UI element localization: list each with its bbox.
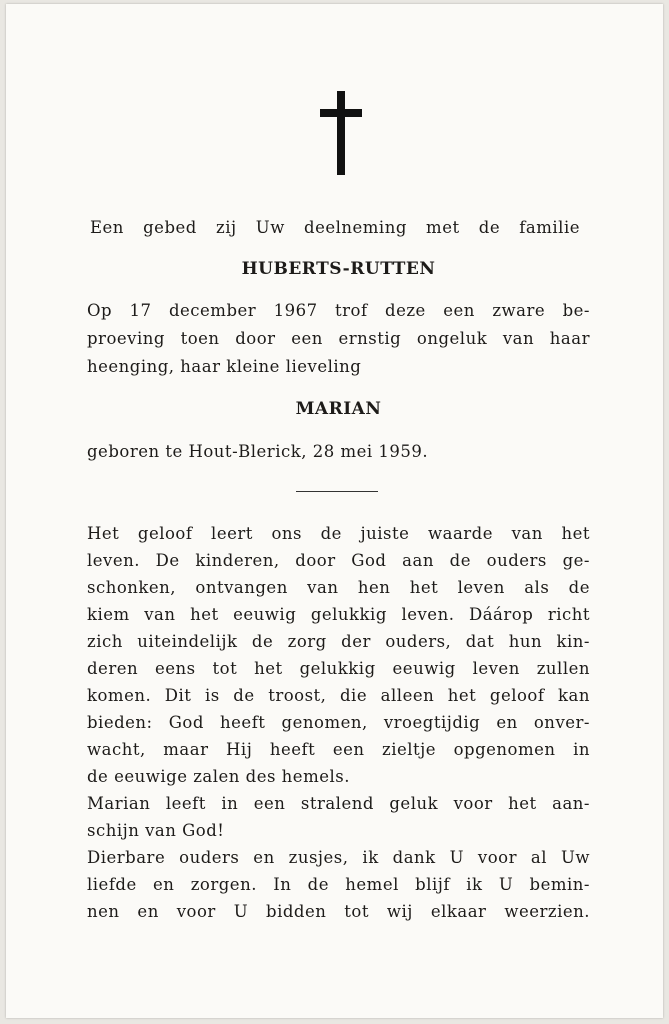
body-line: Dierbare ouders en zusjes, ik dank U voor al Uw xyxy=(87,848,590,867)
deceased-name: MARIAN xyxy=(295,399,382,419)
body-line: de eeuwige zalen des hemels. xyxy=(87,767,350,786)
family-name: HUBERTS-RUTTEN xyxy=(241,259,436,279)
body-line: schonken, ontvangen van hen het leven als de xyxy=(87,578,590,597)
body-line: Het geloof leert ons de juiste waarde van het xyxy=(87,524,590,543)
divider xyxy=(296,491,378,492)
announcement-line: Op 17 december 1967 trof deze een zware be- xyxy=(87,301,590,320)
body-line: wacht, maar Hij heeft een zieltje opgenomen in xyxy=(87,740,590,759)
body-line: zich uiteindelijk de zorg der ouders, dat hun kin- xyxy=(87,632,590,651)
body-line: deren eens tot het gelukkig eeuwig leven zullen xyxy=(87,659,590,678)
cross-icon xyxy=(320,91,362,175)
memorial-card xyxy=(6,4,663,1018)
body-line: bieden: God heeft genomen, vroegtijdig en onver- xyxy=(87,713,590,732)
body-line: komen. Dit is de troost, die alleen het geloof kan xyxy=(87,686,590,705)
body-line: liefde en zorgen. In de hemel blijf ik U bemin- xyxy=(87,875,590,894)
body-line: leven. De kinderen, door God aan de ouders ge- xyxy=(87,551,590,570)
announcement-line: proeving toen door een ernstig ongeluk van haar xyxy=(87,329,590,348)
birth-line: geboren te Hout-Blerick, 28 mei 1959. xyxy=(87,442,429,461)
body-line: schijn van God! xyxy=(87,821,225,840)
body-line: Marian leeft in een stralend geluk voor het aan- xyxy=(87,794,590,813)
body-line: nen en voor U bidden tot wij elkaar weerzien. xyxy=(87,902,590,921)
announcement-line: heenging, haar kleine lieveling xyxy=(87,357,362,376)
body-line: kiem van het eeuwig gelukkig leven. Dáárop richt xyxy=(87,605,590,624)
intro-text: Een gebed zij Uw deelneming met de familie xyxy=(90,218,580,237)
